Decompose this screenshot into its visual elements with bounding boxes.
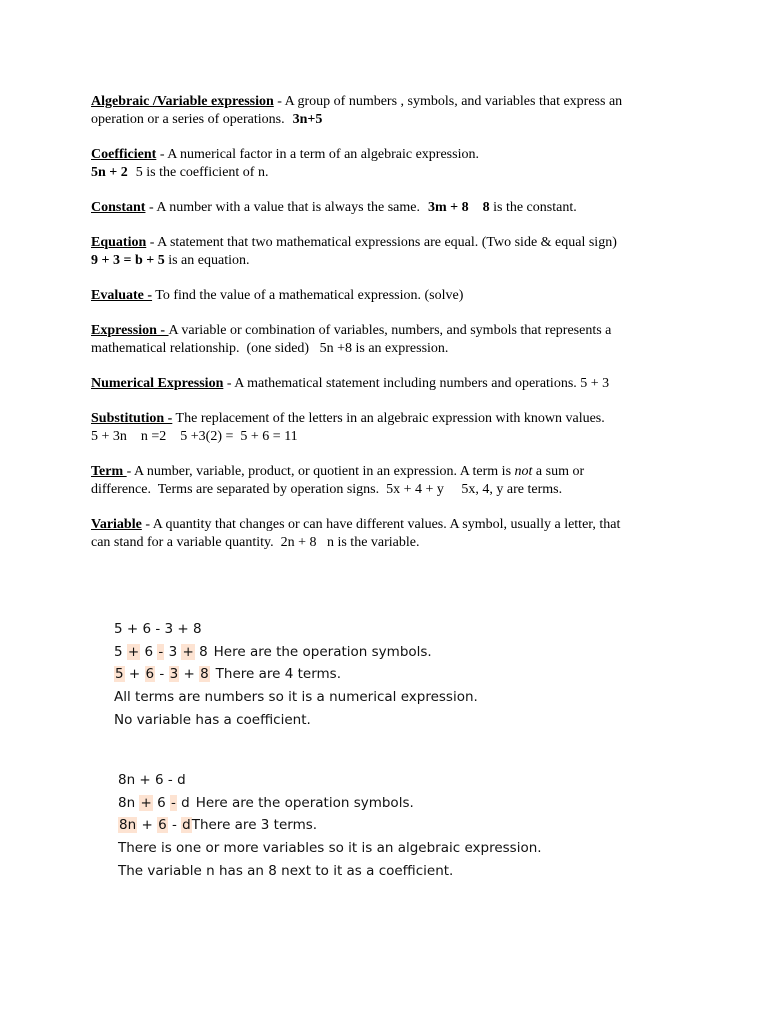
explanation-line: No variable has a coefficient. bbox=[114, 711, 311, 728]
example-text: is the constant. bbox=[489, 200, 577, 215]
operator-token: + bbox=[141, 817, 153, 834]
term-token: 3 bbox=[168, 643, 178, 660]
operator-token: + bbox=[128, 666, 141, 683]
definition: - A mathematical statement including numbers and operations. 5 + 3 bbox=[223, 376, 610, 391]
operator-highlight: - bbox=[158, 643, 164, 660]
example-expression: 5 + 6 - 3 + 8 bbox=[114, 621, 202, 637]
explanation-line: There is one or more variables so it is an algebraic expression. bbox=[118, 840, 542, 857]
operator-highlight: - bbox=[170, 794, 176, 811]
term-label: Equation bbox=[91, 235, 147, 250]
term-highlight: 8 bbox=[200, 666, 209, 683]
entry-constant bbox=[91, 199, 681, 217]
term-token: 5 bbox=[114, 643, 123, 660]
definition: - A number with a value that is always the same. bbox=[145, 200, 420, 215]
example-expression: 3m + 8 bbox=[427, 200, 469, 215]
definition: mathematical relationship. (one sided) 5n +8 is an expression. bbox=[91, 341, 449, 356]
definition: A variable or combination of variables, numbers, and symbols that represents a bbox=[168, 323, 612, 338]
term-label: Variable bbox=[91, 517, 142, 532]
operator-token: + bbox=[183, 666, 195, 683]
definition: - A number, variable, product, or quotient in an expression. A term is bbox=[126, 464, 515, 479]
entry-substitution bbox=[91, 410, 681, 446]
explanation: There are 4 terms. bbox=[215, 666, 342, 683]
example-text: 5 is the coefficient of n. bbox=[135, 165, 269, 180]
entry-expression bbox=[91, 322, 681, 358]
definition: - A group of numbers , symbols, and variables that express an bbox=[273, 94, 623, 109]
definition: difference. Terms are separated by operation signs. 5x + 4 + y 5x, 4, y are terms. bbox=[91, 482, 563, 497]
example-text: is an equation. bbox=[164, 253, 250, 268]
entry-coefficient bbox=[91, 146, 681, 182]
definition: operation or a series of operations. bbox=[91, 112, 285, 127]
term-highlight: 8n bbox=[119, 817, 137, 834]
example-text: 5 + 3n n =2 5 +3(2) = 5 + 6 = 11 bbox=[91, 429, 298, 444]
definition: - A quantity that changes or can have different values. A symbol, usually a letter, that bbox=[141, 517, 621, 532]
term-label: Numerical Expression bbox=[91, 376, 224, 391]
term-token: 8 bbox=[199, 643, 208, 660]
terms-line bbox=[118, 814, 542, 837]
entry-term bbox=[91, 463, 681, 499]
term-label: Evaluate - bbox=[91, 288, 153, 303]
definition: can stand for a variable quantity. 2n + 8 n is the variable. bbox=[91, 535, 420, 550]
term-highlight: d bbox=[182, 817, 191, 834]
definition: To find the value of a mathematical expression. (solve) bbox=[152, 288, 464, 303]
explanation: There are 3 terms. bbox=[191, 817, 318, 834]
operation-symbols-line bbox=[114, 641, 478, 664]
entry-variable bbox=[91, 516, 681, 552]
entry-numerical-expression bbox=[91, 375, 681, 393]
definition-emphasis: not bbox=[514, 464, 533, 479]
term-label: Substitution - bbox=[91, 411, 173, 426]
explanation: Here are the operation symbols. bbox=[195, 794, 414, 811]
entry-algebraic-expression bbox=[91, 93, 681, 129]
term-highlight: 5 bbox=[115, 666, 124, 683]
terms-line bbox=[114, 663, 478, 686]
term-token: 6 bbox=[157, 794, 166, 811]
term-label: Constant bbox=[91, 200, 146, 215]
example-expression: 8n + 6 - d bbox=[118, 772, 186, 788]
definition: a sum or bbox=[532, 464, 585, 479]
example-expression: 5n + 2 bbox=[91, 165, 128, 180]
term-label: Term bbox=[91, 464, 127, 479]
term-label: Coefficient bbox=[91, 147, 157, 162]
term-token: 8n bbox=[118, 794, 136, 811]
term-token: d bbox=[181, 794, 190, 811]
term-highlight: 3 bbox=[169, 666, 179, 683]
operator-token: - bbox=[159, 666, 165, 683]
algebraic-example bbox=[118, 769, 542, 883]
operator-highlight: + bbox=[127, 643, 140, 660]
definition: - A numerical factor in a term of an algebraic expression. bbox=[156, 147, 479, 162]
operator-token: - bbox=[171, 817, 177, 834]
example: 3n+5 bbox=[292, 112, 323, 127]
explanation: Here are the operation symbols. bbox=[213, 643, 432, 660]
term-highlight: 6 bbox=[145, 666, 155, 683]
operator-highlight: + bbox=[182, 643, 194, 660]
entry-evaluate bbox=[91, 287, 681, 305]
operation-symbols-line bbox=[118, 792, 542, 815]
term-highlight: 6 bbox=[158, 817, 167, 834]
definition: - A statement that two mathematical expressions are equal. (Two side & equal sign) bbox=[146, 235, 617, 250]
explanation-line: The variable n has an 8 next to it as a coefficient. bbox=[118, 862, 454, 879]
term-label: Expression - bbox=[91, 323, 169, 338]
example-constant: 8 bbox=[482, 200, 490, 215]
definition: The replacement of the letters in an algebraic expression with known values. bbox=[172, 411, 605, 426]
operator-highlight: + bbox=[140, 794, 152, 811]
numerical-example bbox=[114, 618, 478, 732]
entry-equation bbox=[91, 234, 681, 270]
term-token: 6 bbox=[144, 643, 154, 660]
explanation-line: All terms are numbers so it is a numerical expression. bbox=[114, 689, 478, 706]
example-expression: 9 + 3 = b + 5 bbox=[91, 253, 165, 268]
term-label: Algebraic /Variable expression bbox=[91, 94, 274, 109]
glossary bbox=[91, 93, 681, 569]
